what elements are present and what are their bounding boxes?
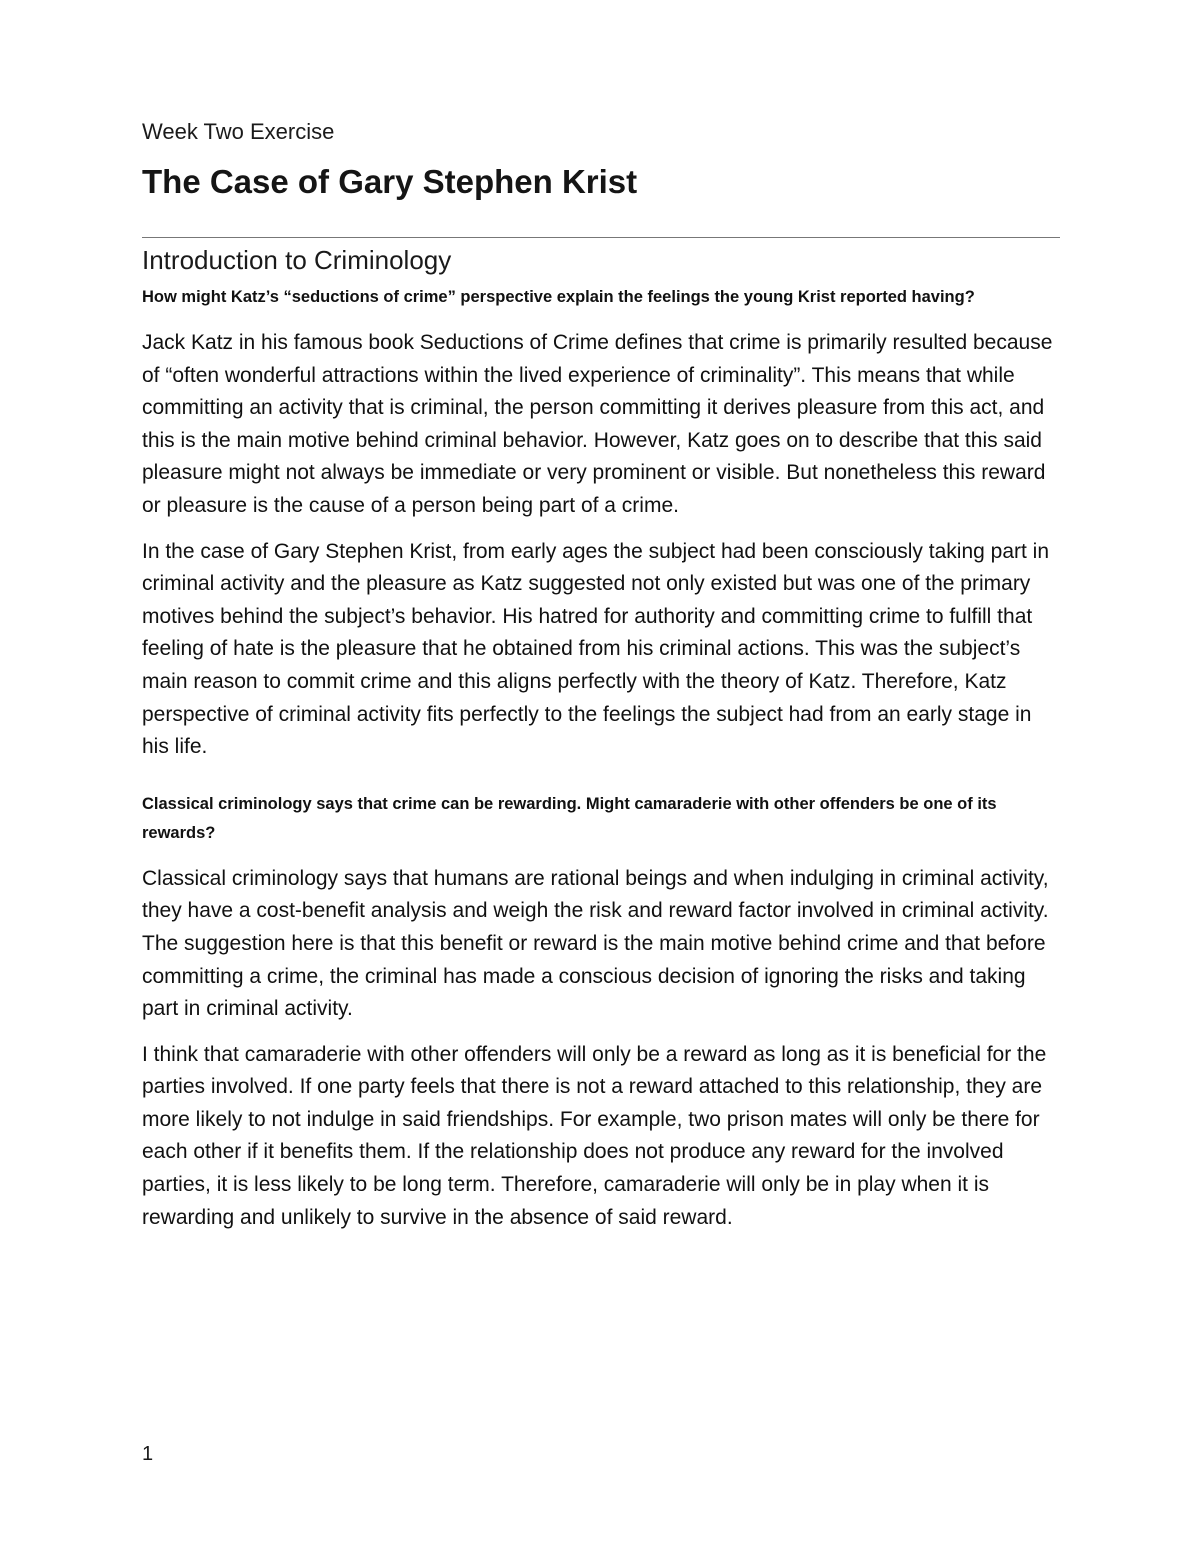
document-page xyxy=(142,0,1060,1553)
question-heading-1: How might Katz’s “seductions of crime” perspective explain the feelings the young Krist reported having? xyxy=(142,288,975,306)
title-divider xyxy=(142,237,1060,238)
answer-paragraph: Jack Katz in his famous book Seductions of Crime defines that crime is primarily resulted because of “often wonderful attractions within the lived experience of criminality”. This means that while committing an activity that is criminal, the person committing it derives pleasure from this act, and this is the main motive behind criminal behavior. However, Katz goes on to describe that this said pleasure might not always be immediate or very prominent or visible. But nonetheless this reward or pleasure is the cause of a person being part of a crime. xyxy=(142,331,1053,517)
answer-paragraph: Classical criminology says that humans are rational beings and when indulging in criminal activity, they have a cost-benefit analysis and weigh the risk and reward factor involved in criminal activity. The suggestion here is that this benefit or reward is the main motive behind crime and that before committing a crime, the criminal has made a conscious decision of ignoring the risks and taking part in criminal activity. xyxy=(142,866,1049,1021)
document-title: The Case of Gary Stephen Krist xyxy=(142,163,638,200)
document-body xyxy=(142,283,1060,1234)
answer-paragraph: I think that camaraderie with other offenders will only be a reward as long as it is beneficial for the parties involved. If one party feels that there is not a reward attached to this relationship, they are more likely to not indulge in said friendships. For example, two prison mates will only be there for each other if it benefits them. If the relationship does not produce any reward for the involved parties, it is less likely to be long term. Therefore, camaraderie will only be in play when it is rewarding and unlikely to survive in the absence of said reward. xyxy=(142,1042,1047,1229)
question-heading-2: Classical criminology says that crime can be rewarding. Might camaraderie with other offenders be one of its rewards? xyxy=(142,794,997,842)
week-label: Week Two Exercise xyxy=(142,119,335,144)
section-heading: Introduction to Criminology xyxy=(142,245,452,275)
page-number: 1 xyxy=(142,1443,154,1465)
answer-paragraph: In the case of Gary Stephen Krist, from early ages the subject had been consciously taking part in criminal activity and the pleasure as Katz suggested not only existed but was one of the primary motives behind the subject’s behavior. His hatred for authority and committing crime to fulfill that feeling of hate is the pleasure that he obtained from his criminal actions. This was the subject’s main reason to commit crime and this aligns perfectly with the theory of Katz. Therefore, Katz perspective of criminal activity fits perfectly to the feelings the subject had from an early stage in his life. xyxy=(142,539,1049,759)
